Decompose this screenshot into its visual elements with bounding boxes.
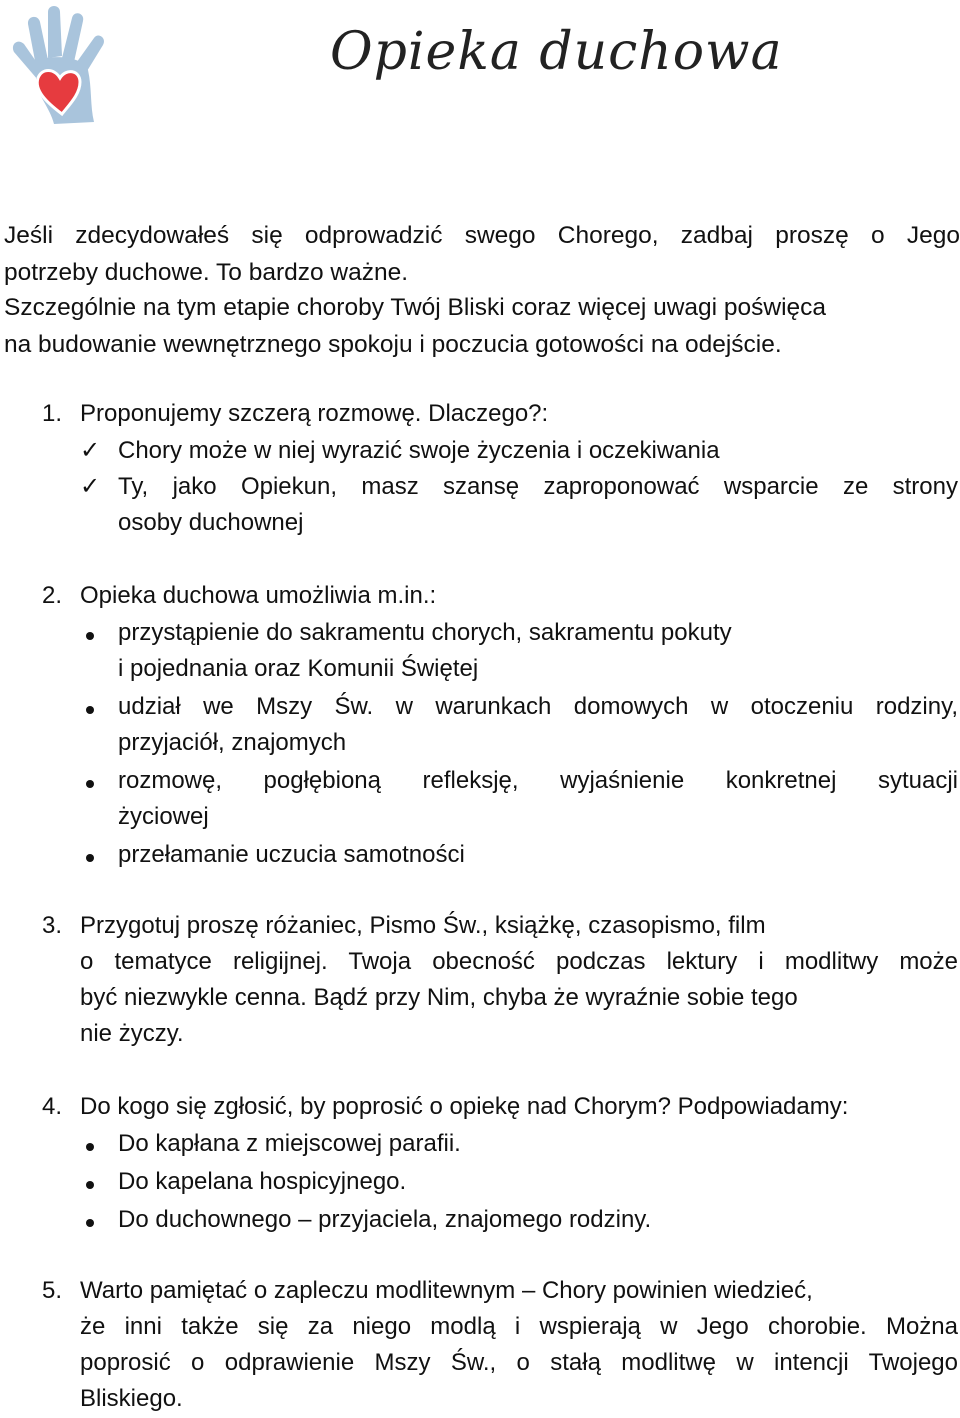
bullet-icon <box>78 689 102 726</box>
section-text-line: Warto pamiętać o zapleczu modlitewnym – Chory powinien wiedzieć, <box>80 1277 813 1304</box>
section-text-line: poprosić o odprawienie Mszy Św., o stałą modlitwę w intencji Twojego <box>80 1349 958 1376</box>
section-heading: Do kogo się zgłosić, by poprosić o opiekę nad Chorym? Podpowiadamy: <box>80 1093 849 1120</box>
intro-line: potrzeby duchowe. To bardzo ważne. <box>4 258 409 286</box>
list-item: Chory może w niej wyrazić swoje życzenia i oczekiwania <box>118 437 720 464</box>
intro-paragraph <box>4 218 960 363</box>
list-item: i pojednania oraz Komunii Świętej <box>118 655 479 682</box>
intro-line: Szczególnie na tym etapie choroby Twój Bliski coraz więcej uwagi poświęca <box>4 294 827 321</box>
section-heading: Opieka duchowa umożliwia m.in.: <box>80 582 437 609</box>
section-text-line: Bliskiego. <box>80 1385 183 1412</box>
checkmark-icon: ✓ <box>79 437 101 464</box>
list-item: rozmowę, pogłębioną refleksję, wyjaśnienie konkretnej sytuacji <box>118 767 958 794</box>
bullet-icon <box>78 1164 102 1201</box>
section-heading: Proponujemy szczerą rozmowę. Dlaczego?: <box>80 400 549 427</box>
list-item: Do kapłana z miejscowej parafii. <box>118 1130 461 1157</box>
bullet-icon <box>78 763 102 800</box>
section-number: 1. <box>42 400 63 427</box>
section-number: 3. <box>42 912 63 939</box>
list-item: osoby duchownej <box>118 509 304 536</box>
section-text-line: że inni także się za niego modlą i wspierają w Jego chorobie. Można <box>80 1313 958 1340</box>
list-item: Do duchownego – przyjaciela, znajomego rodziny. <box>118 1206 652 1233</box>
section-number: 2. <box>42 582 63 609</box>
checkmark-icon: ✓ <box>79 473 101 500</box>
section-text-line: nie życzy. <box>80 1020 184 1047</box>
section-text-line: Przygotuj proszę różaniec, Pismo Św., książkę, czasopismo, film <box>80 912 766 939</box>
list-item: Do kapelana hospicyjnego. <box>118 1168 407 1195</box>
list-item: Ty, jako Opiekun, masz szansę zaproponować wsparcie ze strony <box>118 473 958 500</box>
bullet-icon <box>78 837 102 874</box>
section-number: 5. <box>42 1277 63 1304</box>
bullet-icon <box>78 615 102 652</box>
bullet-icon <box>78 1202 102 1239</box>
bullet-icon <box>78 1126 102 1163</box>
list-item: przystąpienie do sakramentu chorych, sakramentu pokuty <box>118 619 732 646</box>
intro-line: na budowanie wewnętrznego spokoju i poczucia gotowości na odejście. <box>4 330 782 358</box>
page-title: Opieka duchowa <box>330 22 783 82</box>
section-text-line: być niezwykle cenna. Bądź przy Nim, chyba że wyraźnie sobie tego <box>80 984 798 1011</box>
section-text-line: o tematyce religijnej. Twoja obecność podczas lektury i modlitwy może <box>80 948 958 975</box>
hand-heart-logo-icon <box>8 4 120 126</box>
list-item: przyjaciół, znajomych <box>118 729 347 756</box>
list-item: udział we Mszy Św. w warunkach domowych w otoczeniu rodziny, <box>118 693 958 720</box>
intro-line: Jeśli zdecydowałeś się odprowadzić swego Chorego, zadbaj proszę o Jego <box>4 222 960 249</box>
list-item: przełamanie uczucia samotności <box>118 841 465 868</box>
section-number: 4. <box>42 1093 63 1120</box>
list-item: życiowej <box>118 803 209 830</box>
